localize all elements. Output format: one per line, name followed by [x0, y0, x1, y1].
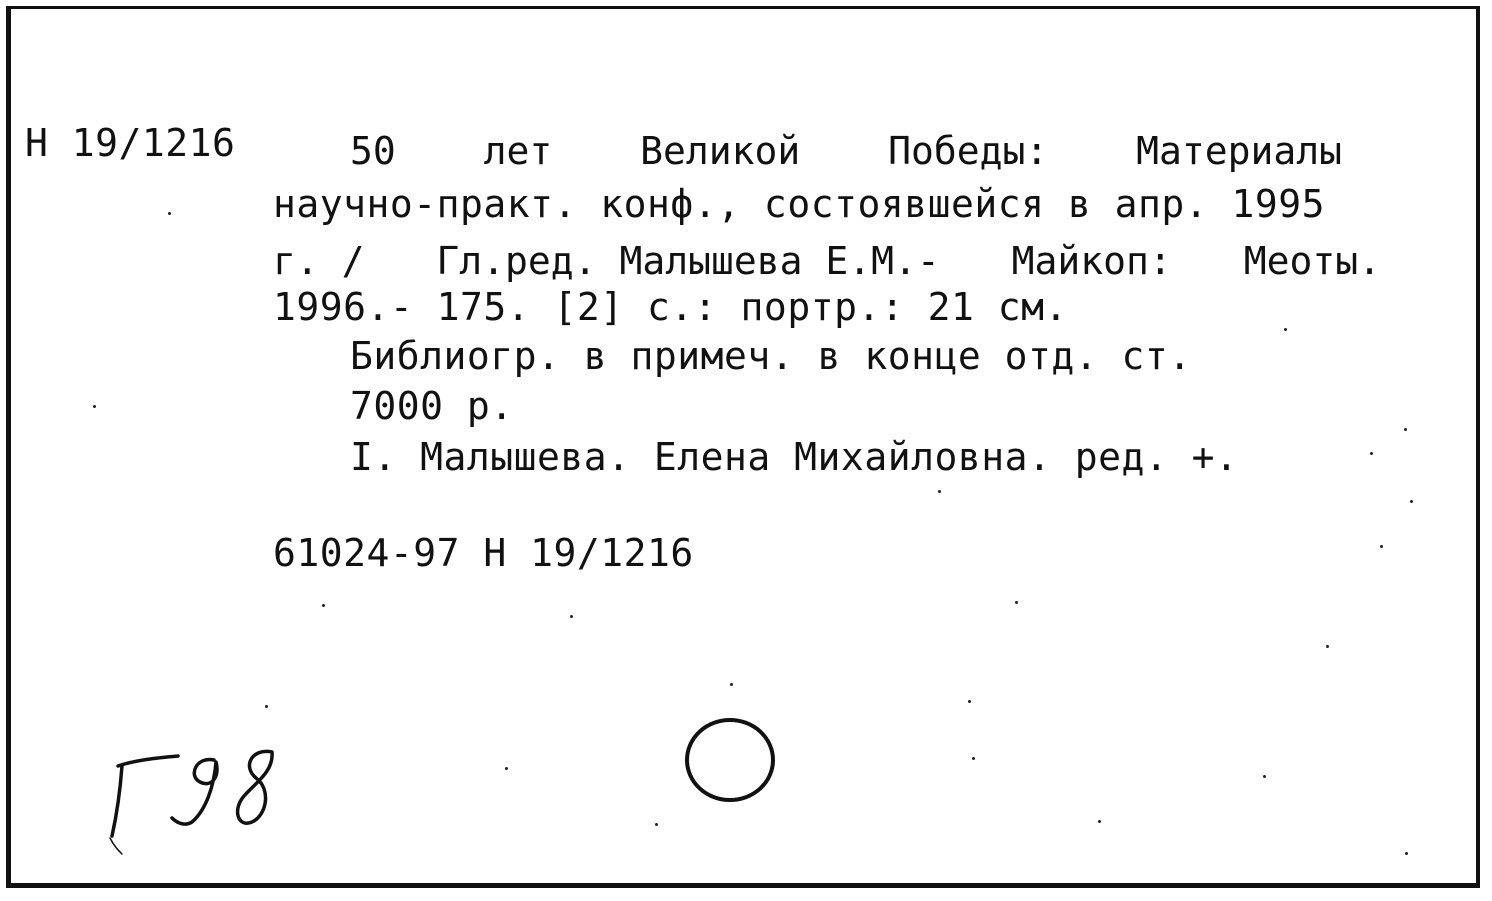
title-line-3 — [273, 239, 1381, 283]
speck — [1015, 601, 1018, 604]
title-word: Материалы — [1136, 129, 1342, 173]
title-word: Великой — [640, 129, 801, 173]
speck — [1326, 645, 1329, 648]
handwritten-mark-image — [96, 738, 286, 858]
speck — [1370, 452, 1373, 455]
title-word: 50 — [350, 129, 396, 173]
title-word: лет — [483, 129, 553, 173]
title-line-4: 1996.- 175. [2] с.: портр.: 21 см. — [273, 285, 1068, 329]
speck — [1410, 500, 1413, 503]
note-editor: I. Малышева. Елена Михайловна. ред. +. — [350, 435, 1239, 479]
speck — [1404, 428, 1407, 431]
speck — [265, 705, 268, 708]
title-line-2: научно-практ. конф., состоявшейся в апр. 1995 — [273, 182, 1326, 226]
speck — [655, 823, 658, 826]
title-segment: Гл.ред. Малышева Е.М.- — [436, 239, 940, 283]
speck — [1405, 852, 1408, 855]
title-segment: г. / — [273, 239, 365, 283]
note-price: 7000 р. — [350, 384, 514, 428]
speck — [972, 757, 975, 760]
speck — [730, 683, 733, 686]
speck — [1098, 820, 1101, 823]
title-segment: Майкоп: — [1011, 239, 1172, 283]
title-line-1 — [350, 129, 1342, 173]
speck — [505, 767, 508, 770]
speck — [1284, 328, 1287, 331]
accession-number: 61024-97 Н 19/1216 — [273, 531, 694, 575]
title-word: Победы: — [888, 129, 1049, 173]
speck — [1263, 775, 1266, 778]
note-bibliography: Библиогр. в примеч. в конце отд. ст. — [350, 334, 1192, 378]
title-segment: Меоты. — [1243, 239, 1381, 283]
speck — [322, 604, 325, 607]
speck — [968, 700, 971, 703]
speck — [938, 490, 941, 493]
speck — [1380, 545, 1383, 548]
speck — [570, 615, 573, 618]
speck — [93, 405, 96, 408]
speck — [168, 212, 171, 215]
punch-hole-circle — [675, 708, 785, 818]
shelfmark: Н 19/1216 — [25, 121, 236, 165]
